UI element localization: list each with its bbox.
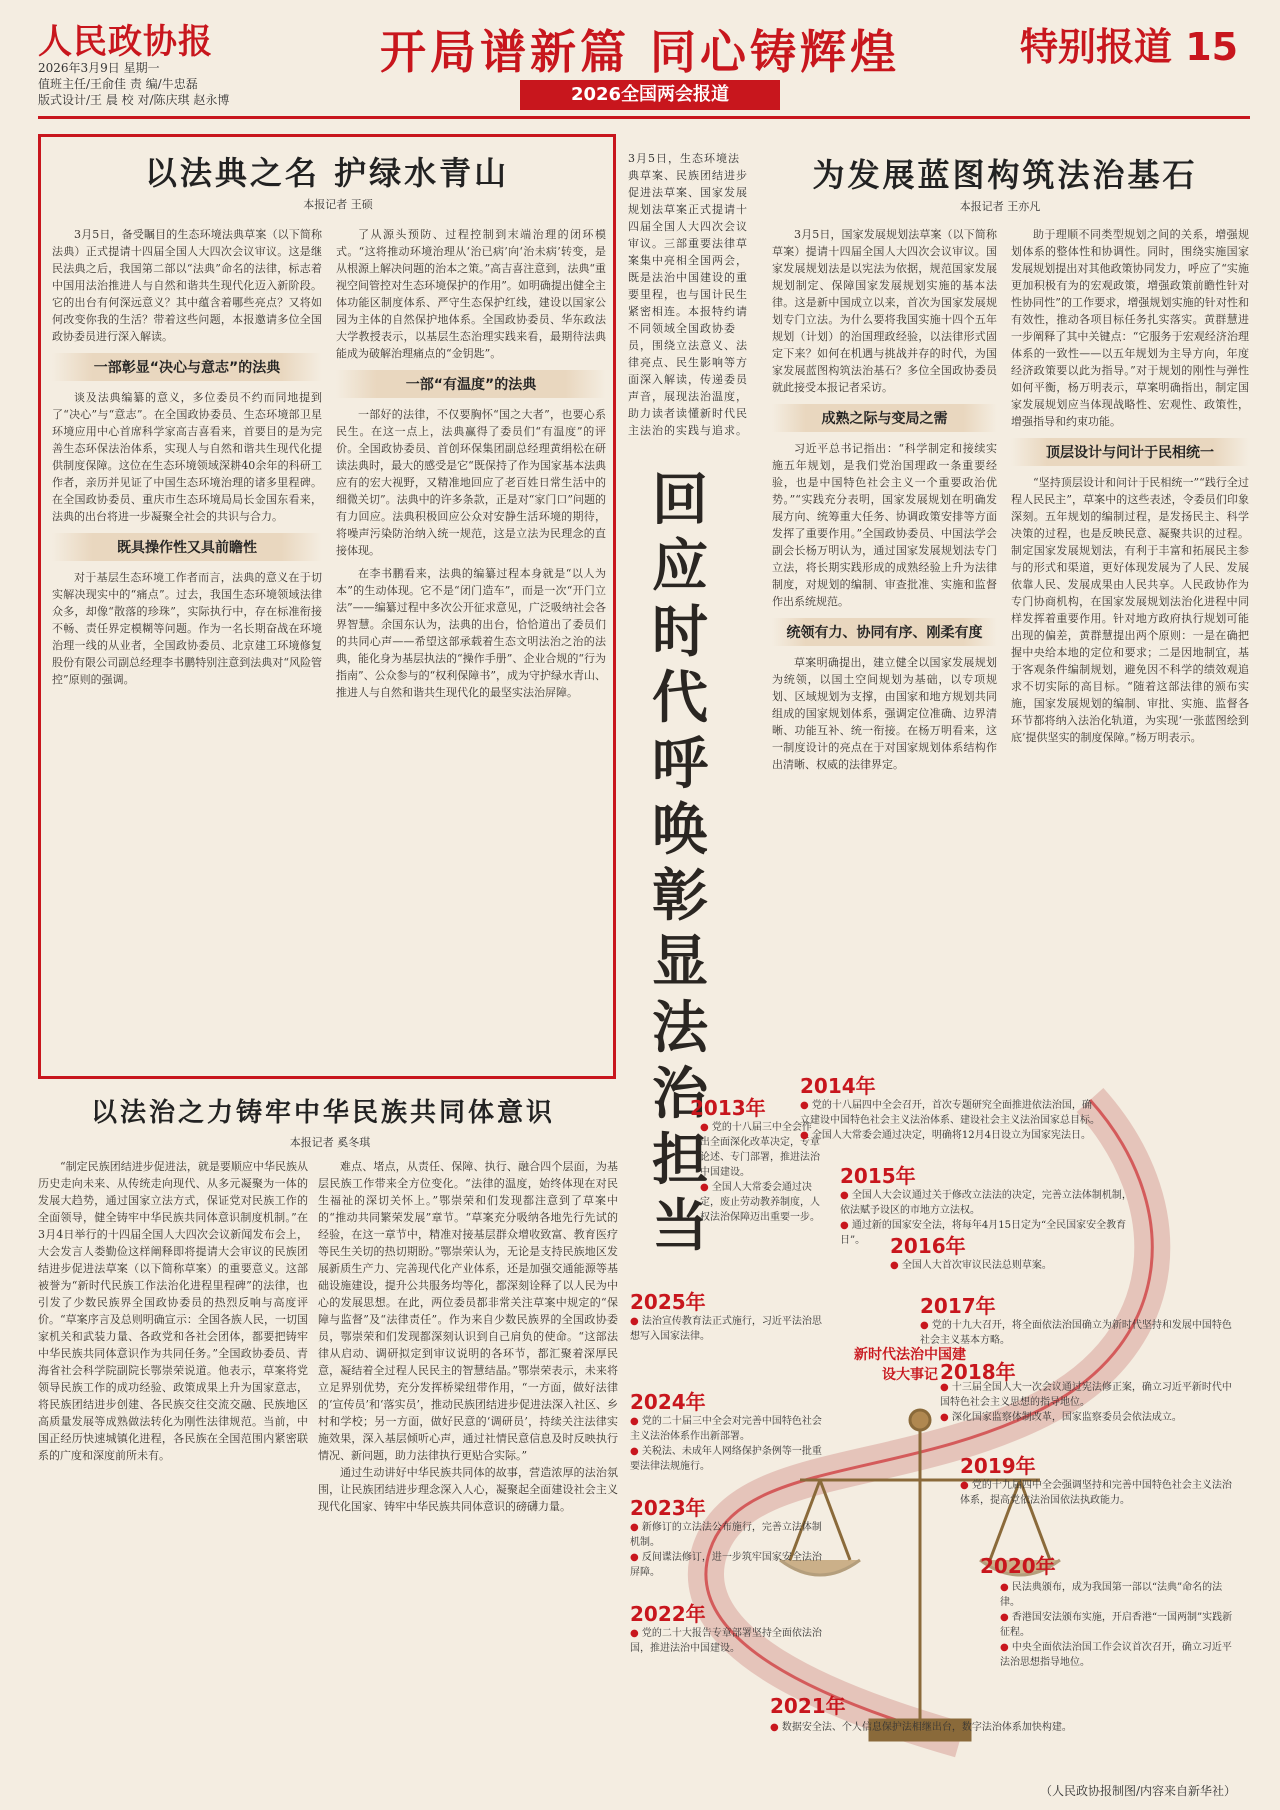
masthead-logo: 人民政协报 — [38, 22, 213, 62]
subheading: 一部“有温度”的法典 — [336, 370, 606, 398]
paragraph: 3月5日，备受瞩目的生态环境法典草案（以下简称法典）正式提请十四届全国人大四次会议审议。这是继民法典之后，我国第二部以“法典”命名的法律，标志着中国用法治推进人与自然和谐共生现代化迈入新阶段。它的出台有何深远意义？其中蕴含着哪些亮点？又将如何改变你我的生活？带着这些问题，本报邀请多位全国政协委员进行深入解读。 — [52, 228, 322, 343]
editor-summary: 3月5日，生态环境法典草案、民族团结进步促进法草案、国家发展规划法草案正式提请十四届全国人大四次会议审议。三部重要法律草案集中亮相全国两会，既是法治中国建设的重要里程，也与国计民生紧密相连。本报特约请不同领域全国政协委员，围绕立法意义、法律亮点、民生影响等方面深入解读，传递委员声音，展现法治温度，助力读者读懂新时代民主法治的实践与追求。 — [628, 152, 748, 437]
graphic-credit: （人民政协报制图/内容来自新华社） — [1040, 1784, 1237, 1798]
paragraph: 谈及法典编纂的意义，多位委员不约而同地提到了“决心”与“意志”。在全国政协委员、生态环境部卫星环境应用中心首席科学家高吉喜看来，首要目的是为完善生态环保法治体系，实现人与自然和谐共生现代化提供制度保障。这位在生态环境领域深耕40余年的科研工作者，亲历并见证了中国生态环境治理的诸多里程碑。在全国政协委员、重庆市生态环境局局长金国东看来，法典的出台将进一步凝聚全社会的共识与合力。 — [52, 391, 322, 523]
date-line: 2026年3月9日 星期一 — [38, 61, 160, 75]
timeline-event: ● 通过新的国家安全法，将每年4月15日定为“全民国家安全教育日”。 — [840, 1218, 1140, 1248]
article-title: 为发展蓝图构筑法治基石 — [812, 156, 1198, 194]
paragraph: “坚持顶层设计和问计于民相统一”“践行全过程人民民主”，草案中的这些表述，令委员们印象深刻。五年规划的编制过程，是发扬民主、科学决策的过程，也是反映民意、凝聚共识的过程。制定国家发展规划法，有利于丰富和拓展民主参与的形式和渠道，更好体现发展为了人民、发展依靠人民、发展成果由人民共享。人民政协作为专门协商机构，在国家发展规划法治化进程中同样发挥着重要作用。针对地方政府执行规划可能出现的偏差，黄群慧提出两个原则：一是在确把握中央给本地的定位和要求；二是因地制宜，基于客观条件编制规划，避免因不科学的绩效观追求不切实际的高目标。“随着这部法律的颁布实施，国家发展规划的编制、审批、实施、监督各环节都将纳入法治化轨道，为实现‘一张蓝图绘到底’提供坚实的制度保障。”杨万明表示。 — [1011, 476, 1249, 744]
timeline-year: 2021年 — [770, 1694, 846, 1718]
timeline-event: ● 全国人大首次审议民法总则草案。 — [890, 1258, 1170, 1273]
timeline-event: ● 中央全面依法治国工作会议首次召开，确立习近平法治思想指导地位。 — [1000, 1640, 1240, 1670]
timeline-event: ● 全国人大常委会通过决定，废止劳动教养制度，人权法治保障迈出重要一步。 — [700, 1180, 820, 1225]
subheading: 成熟之际与变局之需 — [772, 404, 997, 432]
timeline-event: ● 党的十九届四中全会强调坚持和完善中国特色社会主义法治体系，提高党依法治国依法执政能力。 — [960, 1478, 1240, 1508]
timeline-year: 2023年 — [630, 1496, 706, 1520]
timeline-events — [920, 1318, 1240, 1348]
timeline-event: ● 党的十九大召开，将全面依法治国确立为新时代坚持和发展中国特色社会主义基本方略。 — [920, 1318, 1240, 1348]
paragraph: 一部好的法律，不仅要胸怀“国之大者”，也要心系民生。在这一点上，法典赢得了委员们“有温度”的评价。全国政协委员、首创环保集团副总经理黄绢松在研读法典时，最大的感受是它“既保持了作为国家基本法典应有的宏大视野，又精准地回应了老百姓日常生活中的细微关切”。法典中的许多条款，正是对“家门口”问题的有力回应。法典积极回应公众对安静生活环境的期待，将噪声污染防治纳入统一规范，这是立法为民理念的直接体现。 — [336, 408, 606, 557]
article-column — [336, 226, 606, 1066]
subheading: 统领有力、协同有序、刚柔有度 — [772, 618, 997, 646]
timeline-event: ● 全国人大常委会通过决定，明确将12月4日设立为国家宪法日。 — [800, 1128, 1100, 1143]
article-column — [1011, 226, 1249, 1066]
article-title: 以法典之名 护绿水青山 — [144, 154, 510, 192]
timeline-events — [630, 1520, 830, 1580]
subheading: 一部彰显“决心与意志”的法典 — [52, 353, 322, 381]
timeline-year: 2016年 — [890, 1234, 966, 1258]
paragraph: 习近平总书记指出：“科学制定和接续实施五年规划，是我们党治国理政一条重要经验，也是中国特色社会主义一个重要政治优势。”“实践充分表明，国家发展规划在明确发展方向、统筹重大任务、协调政策安排等方面发挥了重要作用。”全国政协委员、中国法学会副会长杨万明认为，通过国家发展规划法专门立法，将长期实践形成的成熟经验上升为法律制度，对规划的编制、审查批准、实施和监督作出系统规范。 — [772, 442, 997, 608]
timeline-event: ● 反间谍法修订，进一步筑牢国家安全法治屏障。 — [630, 1550, 830, 1580]
article-column — [52, 226, 322, 1066]
article-byline: 本报记者 奚冬琪 — [289, 1136, 371, 1149]
paragraph: 助于理顺不同类型规划之间的关系，增强规划体系的整体性和协调性。同时，围绕实施国家发展规划提出对其他政策协同发力，呼应了“实施更加积极有为的宏观政策，增强政策前瞻性针对性协同性”的工作要求，增强规划实施的针对性和有效性，推动各项目标任务扎实落实。黄群慧进一步阐释了其中关键点：“它服务于宏观经济治理体系的一致性——以五年规划为主导方向，年度经济政策要以此为指导。”对于规划的刚性与弹性如何平衡，杨万明表示，草案明确指出，制定国家发展规划应当体现战略性、宏观性、政策性，增强指导和约束功能。 — [1011, 228, 1249, 428]
article-column — [772, 226, 997, 1066]
timeline-event: ● 香港国安法颁布实施，开启香港“一国两制”实践新征程。 — [1000, 1610, 1240, 1640]
timeline-event: ● 深化国家监察体制改革，国家监察委员会依法成立。 — [940, 1410, 1240, 1425]
design-line: 版式设计/王 晨 校 对/陈庆琪 赵永博 — [38, 93, 230, 107]
sub-banner: 2026全国两会报道 — [520, 80, 780, 110]
timeline-events — [960, 1478, 1240, 1508]
subheading: 顶层设计与问计于民相统一 — [1011, 438, 1249, 466]
timeline-year: 2013年 — [690, 1096, 766, 1120]
timeline-infographic — [620, 1074, 1260, 1800]
timeline-event: ● 关税法、未成年人网络保护条例等一批重要法律法规施行。 — [630, 1444, 830, 1474]
paragraph: 了从源头预防、过程控制到末端治理的闭环模式。“这将推动环境治理从‘治已病’向‘治未病’转变，是从根源上解决问题的治本之策。”高吉喜注意到，法典“重视空间管控对生态环境保护的作用”。如明确提出健全主体功能区制度体系、严守生态保护红线，建设以国家公园为主体的自然保护地体系。全国政协委员、华东政法大学教授表示，以基层生态治理实践来看，最期待法典能成为破解治理痛点的“金钥匙”。 — [336, 228, 606, 360]
timeline-events — [770, 1720, 1190, 1735]
article-column — [318, 1158, 618, 1790]
header-meta — [38, 60, 229, 108]
timeline-year: 2014年 — [800, 1074, 876, 1098]
timeline-year: 2020年 — [980, 1554, 1056, 1578]
timeline-events — [630, 1626, 830, 1656]
timeline-events — [1000, 1580, 1240, 1670]
timeline-event: ● 数据安全法、个人信息保护法相继出台，数字法治体系加快构建。 — [770, 1720, 1190, 1735]
timeline-year: 2018年 — [940, 1360, 1016, 1384]
timeline-event: ● 党的十八届四中全会召开，首次专题研究全面推进依法治国，确立建设中国特色社会主义法治体系、建设社会主义法治国家总目标。 — [800, 1098, 1100, 1128]
paragraph: 在李书鹏看来，法典的编纂过程本身就是“以人为本”的生动体现。它不是“闭门造车”，而是一次“开门立法”——编纂过程中多次公开征求意见，广泛吸纳社会各界智慧。余国东认为，法典的出台，恰恰道出了委员们的共同心声——希望这部承载着生态文明法治之治的法典，能化身为基层执法的“操作手册”、企业合规的“行为指南”、公众参与的“权利保障书”，成为守护绿水青山、推进人与自然和谐共生现代化的最坚实法治屏障。 — [336, 567, 606, 699]
timeline-events — [940, 1380, 1240, 1425]
article-column: “制定民族团结进步促进法，就是要顺应中华民族从历史走向未来、从传统走向现代、从多元凝聚为一体的发展大趋势，通过国家立法方式，保证党对民族工作的全面领导，健全铸牢中华民族共同体意识制度机制。”在3月4日举行的十四届全国人大四次会议新闻发布会上，大会发言人娄勤俭这样阐释即将提请大会审议的民族团结进步促进法草案（以下简称草案）的重要意义。这部被誉为“新时代民族工作法治化进程里程碑”的法律，也引发了少数民族界全国政协委员的热烈反响与高度评价。“草案序言及总则明确宣示：全国各族人民，一切国家机关和武装力量、各政党和各社会团体，都要把铸牢中华民族共同体意识作为共同任务。”全国政协委员、青海省社会科学院副院长鄂崇荣说道。他表示，草案将党领导民族工作的成功经验、政策成果上升为国家意志，将民族团结进步创建、各民族交往交流交融、民族地区高质量发展等成熟做法转化为刚性法律规范。当前，中国正经历快速城镇化进程，各民族在全国范围内紧密联系的广度和深度前所未有。 — [38, 1160, 308, 1462]
timeline-year: 2022年 — [630, 1602, 706, 1626]
timeline-year: 2024年 — [630, 1390, 706, 1414]
timeline-year: 2025年 — [630, 1290, 706, 1314]
timeline-year: 2019年 — [960, 1454, 1036, 1478]
paragraph: 草案明确提出，建立健全以国家发展规划为统领，以国土空间规划为基础，以专项规划、区域规划为支撑，由国家和地方规划共同组成的国家规划体系，强调定位准确、边界清晰、功能互补、统一衔接。在杨万明看来，这一制度设计的亮点在于对国家规划体系结构作出清晰、权威的法律界定。 — [772, 656, 997, 771]
header-rule — [38, 116, 1250, 119]
timeline-event: ● 法治宣传教育法正式施行，习近平法治思想写入国家法律。 — [630, 1314, 830, 1344]
headline-banner: 开局谱新篇 同心铸辉煌 — [380, 25, 901, 79]
editor-line: 值班主任/王俞佳 责 编/牛忠磊 — [38, 77, 198, 91]
paragraph: 通过生动讲好中华民族共同体的故事，营造浓厚的法治氛围，让民族团结进步理念深入人心，凝聚起全面建设社会主义现代化国家、铸牢中华民族共同体意识的磅礴力量。 — [318, 1466, 618, 1513]
article-title: 以法治之力铸牢中华民族共同体意识 — [90, 1098, 555, 1128]
article-byline: 本报记者 王硕 — [303, 198, 373, 211]
timeline-event: ● 民法典颁布，成为我国第一部以“法典”命名的法律。 — [1000, 1580, 1240, 1610]
article-byline: 本报记者 王亦凡 — [959, 200, 1041, 213]
section-title: 特别报道 15 — [1020, 25, 1239, 69]
timeline-events — [630, 1314, 830, 1344]
timeline-event: ● 党的二十大报告专章部署坚持全面依法治国，推进法治中国建设。 — [630, 1626, 830, 1656]
timeline-events — [840, 1188, 1140, 1248]
paragraph: 3月5日，国家发展规划法草案（以下简称草案）提请十四届全国人大四次会议审议。国家发展规划法是以宪法为依据，规范国家发展规划制定、保障国家发展规划实施的基本法律。这是新中国成立以来，首次为国家发展规划专门立法。为什么要将我国实施十四个五年规划（计划）的治国理政经验，以法律形式固定下来？如何在机遇与挑战并存的时代，为国家发展蓝图构筑法治基石？多位全国政协委员就此接受本报记者采访。 — [772, 228, 997, 394]
timeline-events — [630, 1414, 830, 1474]
paragraph: 难点、堵点，从责任、保障、执行、融合四个层面，为基层民族工作带来全方位变化。“法律的温度，始终体现在对民生福祉的深切关怀上。”鄂崇荣和们发现都注意到了草案中的“推动共同繁荣发展”章节。“草案充分吸纳各地先行先试的经验，在这一章节中，精准对接基层群众增收致富、教育医疗等民生关切的热切期盼。”鄂崇荣认为，无论是支持民族地区发展新质生产力、完善现代化产业体系，还是加强交通能源等基础设施建设，提升公共服务均等化，都深刻诠释了以人民为中心的发展思想。在此，两位委员都非常关注草案中规定的“保障与监督”及“法律责任”。作为来自少数民族界的全国政协委员，鄂崇荣和们发现都深刻认识到自己肩负的使命。“这部法律从启动、调研拟定到审议说明的各环节，都汇聚着深厚民意，凝结着全过程人民民主的智慧结晶。”鄂崇荣表示，未来将立足界别优势，充分发挥桥梁纽带作用，“一方面，做好法律的‘宣传员’和‘落实员’，推动民族团结进步促进法深入社区、乡村和学校；另一方面，做好民意的‘调研员’，持续关注法律实施效果，深入基层倾听心声，通过社情民意信息及时反映执行情况、新问题，助力法律执行更贴合实际。” — [318, 1160, 618, 1462]
timeline-event: ● 全国人大会议通过关于修改立法法的决定，完善立法体制机制，依法赋予设区的市地方立法权。 — [840, 1188, 1140, 1218]
timeline-year: 2017年 — [920, 1294, 996, 1318]
timeline-year: 2015年 — [840, 1164, 916, 1188]
paragraph: 对于基层生态环境工作者而言，法典的意义在于切实解决现实中的“痛点”。过去，我国生态环境领域法律众多，却像“散落的珍珠”，实际执行中，存在标准衔接不畅、责任界定模糊等问题。作为一名长期奋战在环境治理一线的从业者，全国政协委员、北京建工环境修复股份有限公司副总经理李书鹏特别注意到法典对“风险管控”原则的强调。 — [52, 571, 322, 686]
timeline-event: ● 党的二十届三中全会对完善中国特色社会主义法治体系作出新部署。 — [630, 1414, 830, 1444]
timeline-event: ● 党的十八届三中全会作出全面深化改革决定，专章论述、专门部署，推进法治中国建设。 — [700, 1120, 820, 1180]
timeline-event: ● 十三届全国人大一次会议通过宪法修正案，确立习近平新时代中国特色社会主义思想的指导地位。 — [940, 1380, 1240, 1410]
subheading: 既具操作性又具前瞻性 — [52, 533, 322, 561]
vertical-slogan: 回应时代呼唤 彰显法治担当 — [652, 468, 708, 1259]
timeline-events — [800, 1098, 1100, 1143]
timeline-event: ● 新修订的立法法公布施行，完善立法体制机制。 — [630, 1520, 830, 1550]
timeline-title: 新时代法治中国建设大事记 — [854, 1347, 966, 1383]
timeline-events — [890, 1258, 1170, 1273]
